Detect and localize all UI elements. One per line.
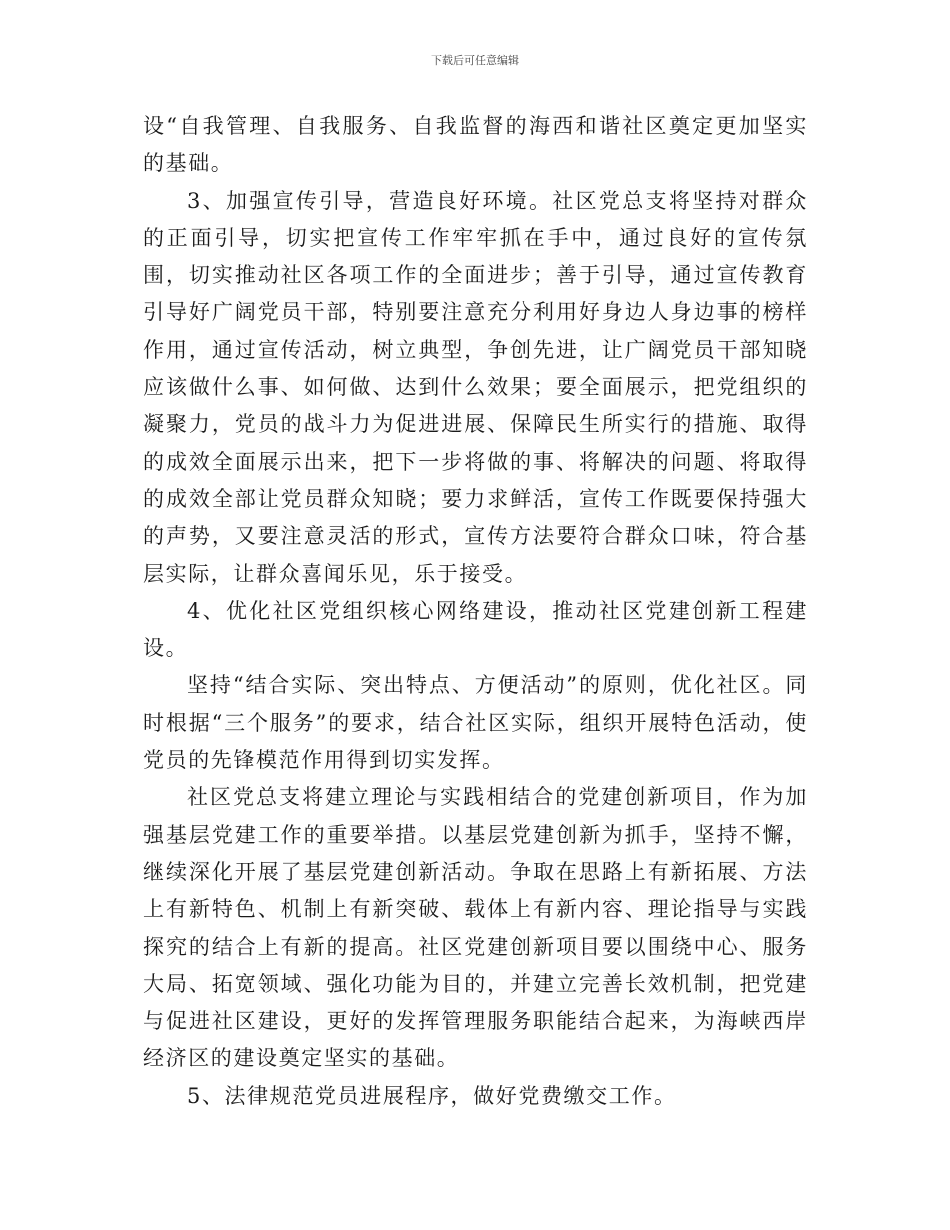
paragraph-continuation: 设“自我管理、自我服务、自我监督的海西和谐社区奠定更加坚实的基础。 <box>143 114 808 176</box>
paragraph-item-5-heading: 5、法律规范党员进展程序，做好党费缴交工作。 <box>187 1083 677 1108</box>
paragraph-item-4-heading: 4、优化社区党组织核心网络建设，推动社区党建创新工程建设。 <box>143 598 808 661</box>
paragraph-principle: 坚持“结合实际、突出特点、方便活动”的原则，优化社区。同时根据“三个服务”的要求，结合社区实际，组织开展特色活动，使党员的先锋模范作用得到切实发挥。 <box>143 673 808 773</box>
document-body <box>143 108 808 1115</box>
paragraph-item-3: 3、加强宣传引导，营造良好环境。社区党总支将坚持对群众的正面引导，切实把宣传工作牢牢抓在手中，通过良好的宣传氛围，切实推动社区各项工作的全面进步；善于引导，通过宣传教育引导好广阔党员干部，特别要注意充分利用好身边人身边事的榜样作用，通过宣传活动，树立典型，争创先进，让广阔党员干部知晓应该做什么事、如何做、达到什么效果；要全面展示，把党组织的凝聚力，党员的战斗力为促进进展、保障民生所实行的措施、取得的成效全面展示出来，把下一步将做的事、将解决的问题、将取得的成效全部让党员群众知晓；要力求鲜活，宣传工作既要保持强大的声势，又要注意灵活的形式，宣传方法要符合群众口味，符合基层实际，让群众喜闻乐见，乐于接受。 <box>143 188 808 586</box>
page-header: 下载后可任意编辑 <box>431 54 519 67</box>
paragraph-innovation-project: 社区党总支将建立理论与实践相结合的党建创新项目，作为加强基层党建工作的重要举措。以基层党建创新为抓手，坚持不懈，继续深化开展了基层党建创新活动。争取在思路上有新拓展、方法上有新特色、机制上有新突破、载体上有新内容、理论指导与实践探究的结合上有新的提高。社区党建创新项目要以围绕中心、服务大局、拓宽领域、强化功能为目的，并建立完善长效机制，把党建与促进社区建设，更好的发挥管理服务职能结合起来，为海峡西岸经济区的建设奠定坚实的基础。 <box>143 785 808 1071</box>
